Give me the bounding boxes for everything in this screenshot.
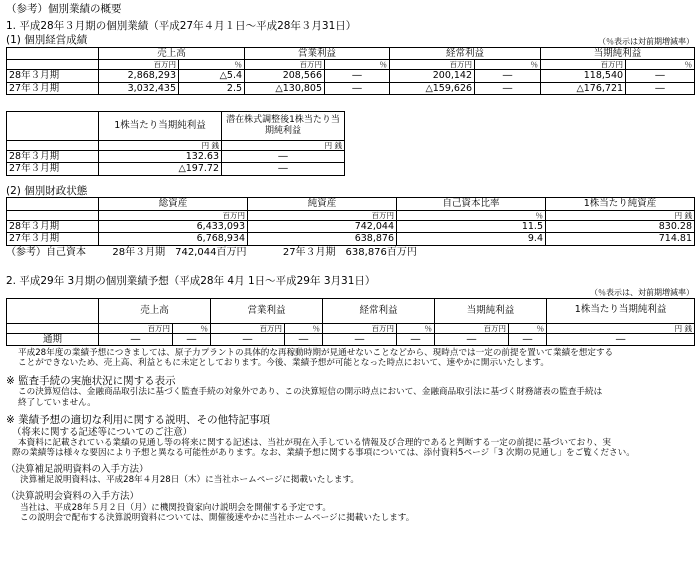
unit-cell: 円 銭 bbox=[547, 323, 695, 333]
value-cell: ― bbox=[325, 70, 390, 82]
row-label: 28年３月期 bbox=[7, 150, 99, 162]
briefing-section bbox=[6, 491, 694, 523]
unit-cell: ％ bbox=[325, 60, 390, 70]
value-cell: ― bbox=[222, 163, 345, 175]
row-label: 28年３月期 bbox=[7, 70, 99, 82]
unit-cell: 円 銭 bbox=[222, 140, 345, 150]
corner-cell bbox=[7, 47, 99, 59]
audit-title: ※ 監査手続の実施状況に関する表示 bbox=[6, 374, 176, 387]
unit-cell: ％ bbox=[397, 210, 546, 220]
value-cell: 742,044 bbox=[248, 220, 397, 232]
unit-cell: ％ bbox=[179, 60, 245, 70]
section-1-2-title: (2) 個別財政状態 bbox=[6, 184, 88, 197]
unit-cell: 百万円 bbox=[99, 60, 179, 70]
row-label: 27年３月期 bbox=[7, 233, 99, 245]
paragraph-line: 終了していません。 bbox=[18, 397, 96, 408]
value-cell: 714.81 bbox=[546, 233, 695, 245]
value-cell: △5.4 bbox=[179, 70, 245, 82]
forecast-header-ordinary-income: 経常利益 bbox=[323, 298, 435, 323]
table-row bbox=[7, 233, 695, 245]
value-cell: ― bbox=[626, 82, 695, 94]
paragraph-line: 決算補足説明資料は、平成28年４月28日（木）に当社ホームページに掲載いたします。 bbox=[20, 474, 359, 485]
paragraph-line: 際の業績等は様々な要因により予想と異なる可能性があります。なお、業績予想に関する事項については、添付資料5ページ「3 次期の見通し」をご覧ください。 bbox=[12, 448, 635, 459]
table-row bbox=[7, 82, 695, 94]
forecast-explanation bbox=[6, 348, 694, 369]
percent-note: （％表示は対前期増減率） bbox=[598, 37, 694, 47]
value-cell: 6,433,093 bbox=[99, 220, 248, 232]
value-cell: 132.63 bbox=[99, 150, 222, 162]
unit-cell: ％ bbox=[626, 60, 695, 70]
unit-cell: 円 銭 bbox=[546, 210, 695, 220]
header-diluted-eps: 潜在株式調整後1株当たり当期純利益 bbox=[222, 111, 345, 140]
equity-reference-label: （参考）自己資本 bbox=[6, 246, 86, 258]
unit-cell: 百万円 bbox=[435, 323, 509, 333]
unit-cell: 百万円 bbox=[248, 210, 397, 220]
subheading: （将来に関する記述等についてのご注意） bbox=[12, 426, 193, 438]
supplementary-section bbox=[6, 464, 694, 486]
table-row bbox=[7, 220, 695, 232]
forecast-header-sales: 売上高 bbox=[99, 298, 211, 323]
value-cell: 6,768,934 bbox=[99, 233, 248, 245]
unit-cell: 百万円 bbox=[99, 323, 173, 333]
unit-cell: ％ bbox=[285, 323, 323, 333]
paragraph-line: 当社は、平成28年５月２日（月）に機関投資家向け説明会を開催する予定です。 bbox=[20, 502, 332, 513]
value-cell: ― bbox=[397, 333, 435, 345]
eps-table bbox=[6, 111, 345, 176]
value-cell: △197.72 bbox=[99, 163, 222, 175]
forecast-header-eps: 1株当たり当期純利益 bbox=[547, 298, 695, 323]
value-cell: 11.5 bbox=[397, 220, 546, 232]
value-cell: 638,876 bbox=[248, 233, 397, 245]
value-cell: ― bbox=[285, 333, 323, 345]
value-cell: ― bbox=[475, 82, 541, 94]
value-cell: ― bbox=[99, 333, 173, 345]
value-cell: △130,805 bbox=[245, 82, 325, 94]
unit-cell: 百万円 bbox=[245, 60, 325, 70]
subheading: （決算補足説明資料の入手方法） bbox=[6, 463, 149, 475]
paragraph-line: この決算短信は、金融商品取引法に基づく監査手続の対象外であり、この決算短信の開示時点において、金融商品取引法に基づく財務諸表の監査手続は bbox=[18, 387, 603, 398]
value-cell: ― bbox=[547, 333, 695, 345]
forecast-header-operating-income: 営業利益 bbox=[211, 298, 323, 323]
header-total-assets: 総資産 bbox=[99, 198, 248, 210]
equity-reference bbox=[6, 247, 694, 259]
subheading: （決算説明会資料の入手方法） bbox=[6, 491, 140, 503]
value-cell: 2.5 bbox=[179, 82, 245, 94]
value-cell: ― bbox=[509, 333, 547, 345]
row-label: 通期 bbox=[7, 333, 99, 345]
value-cell: 200,142 bbox=[390, 70, 475, 82]
header-bps: 1株当たり純資産 bbox=[546, 198, 695, 210]
table-row bbox=[7, 163, 345, 175]
value-cell: 9.4 bbox=[397, 233, 546, 245]
unit-cell: ％ bbox=[173, 323, 211, 333]
row-label: 27年３月期 bbox=[7, 82, 99, 94]
section-2-title: 2. 平成29年 3月期の個別業績予想（平成28年 4月 1日～平成29年 3月31日） bbox=[6, 274, 376, 287]
section-1-title: 1. 平成28年３月期の個別業績（平成27年４月１日～平成28年３月31日） bbox=[6, 19, 357, 32]
header-ordinary-income: 経常利益 bbox=[390, 47, 541, 59]
header-net-assets: 純資産 bbox=[248, 198, 397, 210]
unit-cell: 百万円 bbox=[99, 210, 248, 220]
header-operating-income: 営業利益 bbox=[245, 47, 390, 59]
page-title: （参考）個別業績の概要 bbox=[6, 3, 122, 15]
unit-cell: ％ bbox=[509, 323, 547, 333]
value-cell: 3,032,435 bbox=[99, 82, 179, 94]
value-cell: ― bbox=[475, 70, 541, 82]
unit-cell: 百万円 bbox=[390, 60, 475, 70]
paragraph-line: この説明会で配布する決算説明資料については、開催後速やかに当社ホームページに掲載いたします。 bbox=[20, 512, 415, 523]
forecast-percent-note: （％表示は、対前期増減率） bbox=[590, 288, 694, 298]
equity-reference-28: 28年３月期 742,044百万円 bbox=[112, 246, 247, 258]
value-cell: ― bbox=[435, 333, 509, 345]
unit-cell: 百万円 bbox=[541, 60, 626, 70]
header-net-income: 当期純利益 bbox=[541, 47, 695, 59]
paragraph-line: ことができないため、売上高、利益ともに未定としております。今後、業績予想が可能となった時点において、速やかに開示いたします。 bbox=[18, 358, 549, 369]
section-1-1-title: (1) 個別経営成績 bbox=[6, 34, 88, 47]
value-cell: ― bbox=[222, 150, 345, 162]
value-cell: ― bbox=[323, 333, 397, 345]
paragraph-line: 本資料に記載されている業績の見通し等の将来に関する記述は、当社が現在入手している情報及び合理的であると判断する一定の前提に基づいており、実 bbox=[18, 437, 611, 448]
value-cell: ― bbox=[173, 333, 211, 345]
header-eps: 1株当たり当期純利益 bbox=[99, 111, 222, 140]
unit-cell: 百万円 bbox=[211, 323, 285, 333]
table-row bbox=[7, 150, 345, 162]
value-cell: ― bbox=[626, 70, 695, 82]
unit-cell: ％ bbox=[475, 60, 541, 70]
row-label: 27年３月期 bbox=[7, 163, 99, 175]
header-equity-ratio: 自己資本比率 bbox=[397, 198, 546, 210]
header-sales: 売上高 bbox=[99, 47, 245, 59]
value-cell: ― bbox=[211, 333, 285, 345]
value-cell: 118,540 bbox=[541, 70, 626, 82]
forecast-usage-title: ※ 業績予想の適切な利用に関する説明、その他特記事項 bbox=[6, 413, 271, 426]
audit-body bbox=[6, 387, 694, 408]
value-cell: ― bbox=[325, 82, 390, 94]
operating-results-table bbox=[6, 47, 695, 95]
paragraph-line: 平成28年度の業績予想につきましては、原子力プラントの具体的な再稼動時期が見通せないことなどから、現時点では一定の前提を置いて業績を想定する bbox=[18, 348, 614, 359]
row-label: 28年３月期 bbox=[7, 220, 99, 232]
value-cell: △159,626 bbox=[390, 82, 475, 94]
value-cell: 830.28 bbox=[546, 220, 695, 232]
table-row bbox=[7, 333, 695, 345]
value-cell: △176,721 bbox=[541, 82, 626, 94]
table-row bbox=[7, 70, 695, 82]
financial-position-table bbox=[6, 197, 695, 245]
unit-cell: 百万円 bbox=[323, 323, 397, 333]
forecast-header-net-income: 当期純利益 bbox=[435, 298, 547, 323]
unit-cell: 円 銭 bbox=[99, 140, 222, 150]
value-cell: 2,868,293 bbox=[99, 70, 179, 82]
unit-cell: ％ bbox=[397, 323, 435, 333]
forecast-table bbox=[6, 298, 695, 346]
value-cell: 208,566 bbox=[245, 70, 325, 82]
forecast-usage-body bbox=[6, 427, 694, 459]
equity-reference-27: 27年３月期 638,876百万円 bbox=[282, 246, 417, 258]
